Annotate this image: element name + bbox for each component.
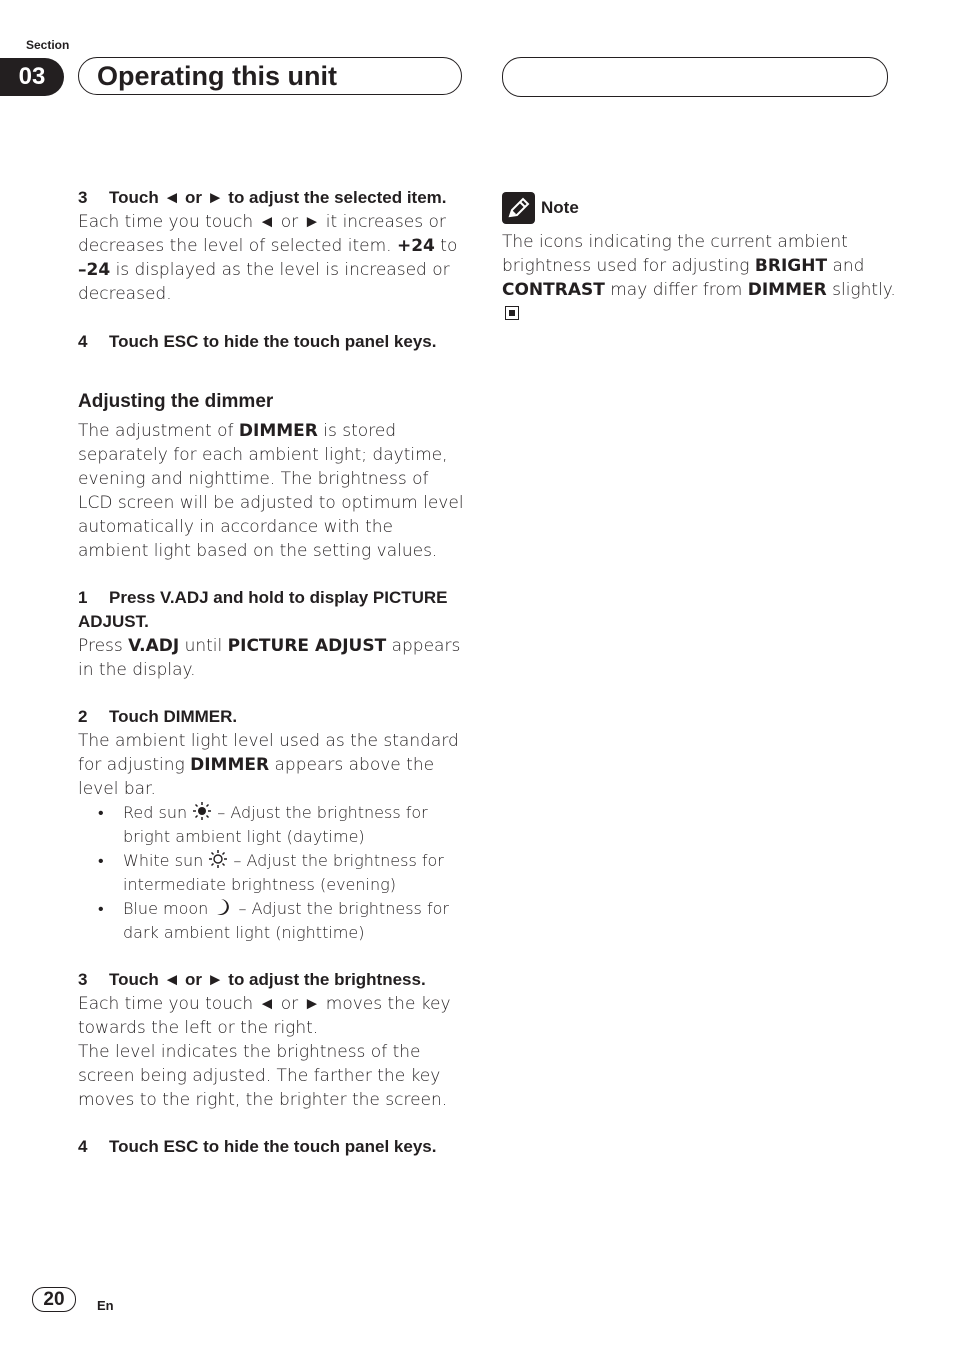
note-block [502,192,897,326]
left-arrow-icon: ◄ [163,188,181,207]
white-sun-icon [208,849,228,869]
red-sun-icon [192,801,212,821]
step-1-heading: 1 Press V.ADJ and hold to display PICTURE ADJUST. [78,588,448,631]
header-right-frame [502,57,888,97]
dimmer-heading: Adjusting the dimmer [78,391,274,412]
section-number-badge: 03 [0,58,64,96]
end-mark-icon [505,306,519,320]
left-column [78,186,468,1159]
left-arrow-icon: ◄ [258,994,276,1014]
dimmer-intro: The adjustment of DIMMER is stored separately for each ambient light; daytime, evening and nighttime. The brightness of LCD screen will be adjusted to optimum level automatically in accordance with the ambient light based on the setting values. [78,421,464,561]
step-1-body: Press V.ADJ until PICTURE ADJUST appears in the display. [78,636,461,680]
left-arrow-icon: ◄ [163,970,181,989]
step-3-heading: 3 Touch ◄ or ► to adjust the selected item. [78,188,447,207]
right-arrow-icon: ► [303,994,321,1014]
list-item: • Red sun – Adjust the brightness for bright ambient light (daytime) [98,803,428,846]
step-4-heading: 4 Touch ESC to hide the touch panel keys. [78,332,437,351]
right-arrow-icon: ► [206,970,224,989]
language-label: En [97,1298,114,1313]
ambient-light-list [78,801,468,945]
left-arrow-icon: ◄ [258,212,276,232]
step-3-brightness-body-2: The level indicates the brightness of the screen being adjusted. The farther the key moves to the right, the brighter the screen. [78,1042,448,1110]
note-title: Note [541,198,579,217]
note-pencil-icon [502,192,535,224]
list-item: • Blue moon – Adjust the brightness for dark ambient light (nighttime) [98,899,449,942]
step-2-heading: 2 Touch DIMMER. [78,707,238,726]
section-label: Section [26,38,70,52]
step-3-body: Each time you touch ◄ or ► it increases or decreases the level of selected item. +24 to –24 is displayed as the level is increased or decreased. [78,212,458,304]
step-3-brightness-body: Each time you touch ◄ or ► moves the key towards the left or the right. [78,994,451,1038]
list-item: • White sun – Adjust the brightness for intermediate brightness (evening) [98,851,444,894]
page-number: 20 [32,1287,76,1312]
blue-moon-icon [213,897,233,917]
page-title: Operating this unit [97,61,337,91]
step-3-brightness-heading: 3 Touch ◄ or ► to adjust the brightness. [78,970,426,989]
step-2-body: The ambient light level used as the standard for adjusting DIMMER appears above the level bar. [78,731,459,799]
right-arrow-icon: ► [206,188,224,207]
step-4-heading: 4 Touch ESC to hide the touch panel keys. [78,1137,437,1156]
note-body: The icons indicating the current ambient brightness used for adjusting BRIGHT and CONTRAST may differ from DIMMER slightly. [502,230,897,326]
right-arrow-icon: ► [303,212,321,232]
